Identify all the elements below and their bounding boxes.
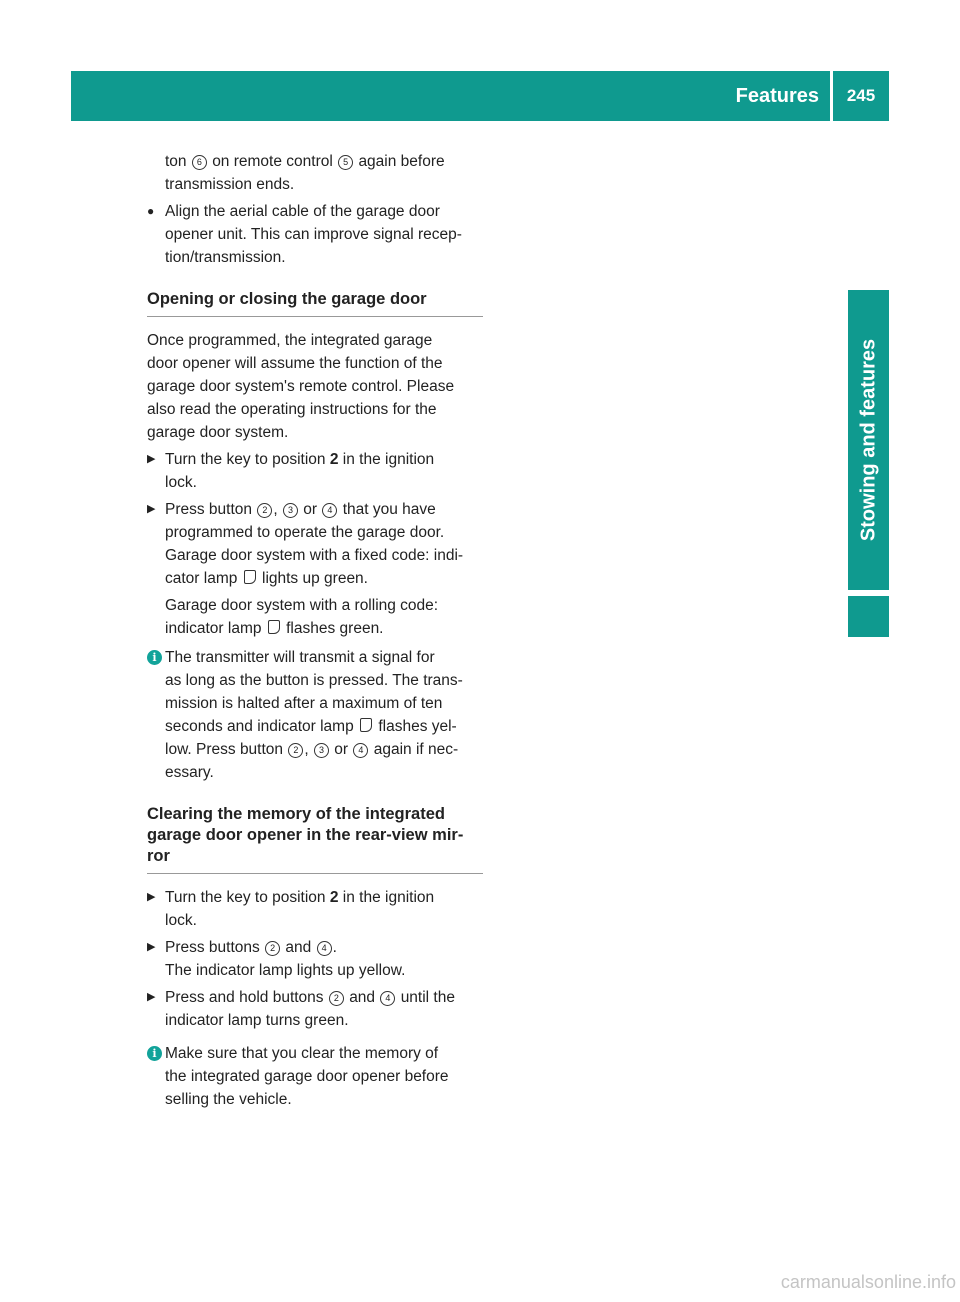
continued-text: ton 6 on remote control 5 again before transmission ends. (165, 153, 445, 193)
watermark: carmanualsonline.info (780, 1272, 956, 1292)
info-note: i Make sure that you clear the memory of the integrated garage door opener before selling the vehicle. (147, 1042, 483, 1111)
bullet-icon: ● (147, 204, 155, 218)
side-tab (848, 290, 889, 590)
lamp-callout-icon (360, 718, 372, 732)
page-number: 245 (846, 86, 876, 105)
arrow-icon: ▶ (147, 941, 156, 953)
arrow-icon: ▶ (147, 503, 156, 515)
arrow-icon: ▶ (147, 991, 156, 1003)
bullet-item: ● Align the aerial cable of the garage door opener unit. This can improve signal recep- tion/transmission. (147, 200, 483, 269)
callout-5: 5 (338, 155, 353, 170)
header-bar (71, 71, 889, 121)
section-heading: Clearing the memory of the integrated garage door opener in the rear-view mir- ror (147, 804, 483, 874)
callout-6: 6 (192, 155, 207, 170)
step-item: ▶ Press buttons 2 and 4 . The indicator lamp lights up yellow. (147, 936, 483, 982)
step-item: ▶ Turn the key to position 2 in the ignition lock. (147, 886, 483, 932)
info-icon: i (147, 1046, 162, 1061)
info-note: i The transmitter will transmit a signal for as long as the button is pressed. The trans- mission is halted after a maximum of ten seconds and indicator lamp flashes yel- low. Press button 2 , 3 or 4 again if nec- essary. (147, 646, 483, 784)
section-title: Features (735, 84, 819, 107)
info-icon: i (147, 650, 162, 665)
body-paragraph: Once programmed, the integrated garage door opener will assume the function of the garage door system's remote control. Please also read the operating instructions for the garage door system. (147, 332, 455, 441)
main-content (147, 150, 483, 1111)
section-heading: Opening or closing the garage door (147, 289, 483, 317)
step-item: ▶ Press and hold buttons 2 and 4 until the indicator lamp turns green. (147, 986, 483, 1032)
step-item: ▶ Turn the key to position 2 in the ignition lock. (147, 448, 483, 494)
arrow-icon: ▶ (147, 453, 156, 465)
lamp-callout-icon (268, 620, 280, 634)
side-tab-marker (848, 596, 889, 637)
step-item: ▶ Press button 2 , 3 or 4 that you have programmed to operate the garage door. Garage door system with a fixed code: indi- cator lamp lights up green. Garage door system with a rolling code: indicator lamp flashes green. (147, 498, 483, 640)
side-tab-label: Stowing and features (857, 338, 879, 542)
lamp-callout-icon (244, 570, 256, 584)
arrow-icon: ▶ (147, 891, 156, 903)
